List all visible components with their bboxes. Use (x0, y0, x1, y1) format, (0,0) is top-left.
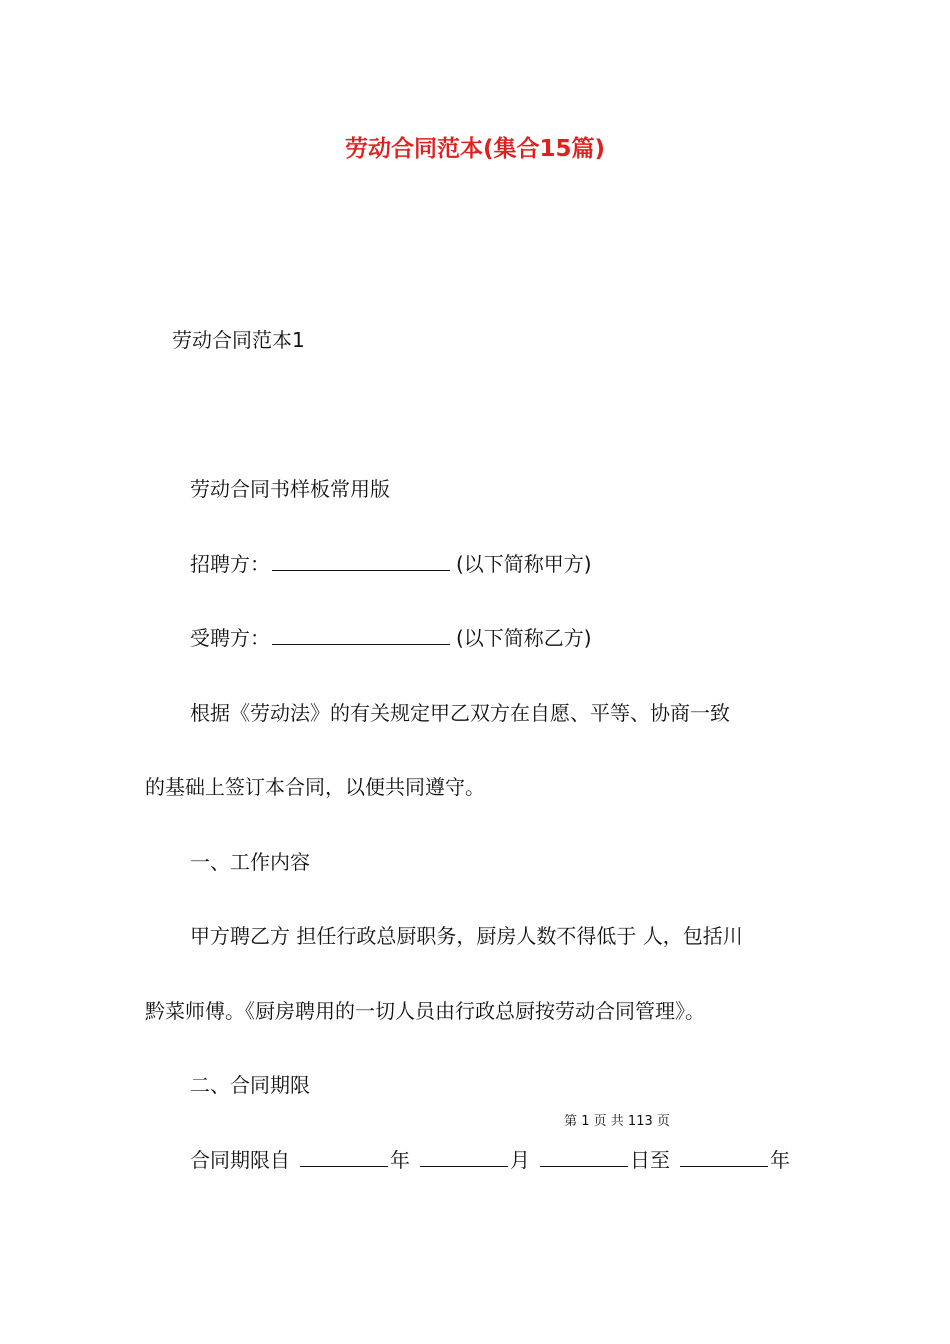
page-footer: 第 1 页 共 113 页 (564, 1114, 670, 1129)
clause-paragraph-line: 黔菜师傅。《厨房聘用的一切人员由行政总厨按劳动合同管理》。 (145, 999, 705, 1023)
employer-label: 招聘方： (190, 552, 270, 576)
employee-suffix: (以下简称乙方) (456, 626, 592, 650)
contract-subtitle: 劳动合同书样板常用版 (190, 477, 390, 501)
term-prefix: 合同期限自 (190, 1148, 290, 1172)
clause-paragraph-line: 甲方聘乙方 担任行政总厨职务，厨房人数不得低于 人，包括川 (190, 924, 743, 948)
year-blank (300, 1146, 388, 1167)
day-blank (540, 1146, 628, 1167)
month-label: 月 (510, 1148, 530, 1172)
month-blank (420, 1146, 508, 1167)
employee-label: 受聘方： (190, 626, 270, 650)
intro-paragraph-line: 根据《劳动法》的有关规定甲乙双方在自愿、平等、协商一致 (190, 701, 730, 725)
employer-suffix: (以下简称甲方) (456, 552, 592, 576)
day-to-label: 日至 (630, 1148, 670, 1172)
employee-blank (272, 624, 450, 645)
contract-term-line (190, 1145, 790, 1175)
end-year-label: 年 (770, 1148, 790, 1172)
section-heading: 劳动合同范本1 (172, 328, 305, 352)
clause-heading: 一、工作内容 (190, 850, 310, 874)
end-year-blank (680, 1146, 768, 1167)
employer-blank (272, 550, 450, 571)
employer-line (190, 549, 592, 579)
year-label: 年 (390, 1148, 410, 1172)
clause-heading: 二、合同期限 (190, 1073, 310, 1097)
intro-paragraph-line: 的基础上签订本合同，以便共同遵守。 (145, 775, 485, 799)
employee-line (190, 623, 592, 653)
document-title: 劳动合同范本(集合15篇) (344, 136, 606, 162)
